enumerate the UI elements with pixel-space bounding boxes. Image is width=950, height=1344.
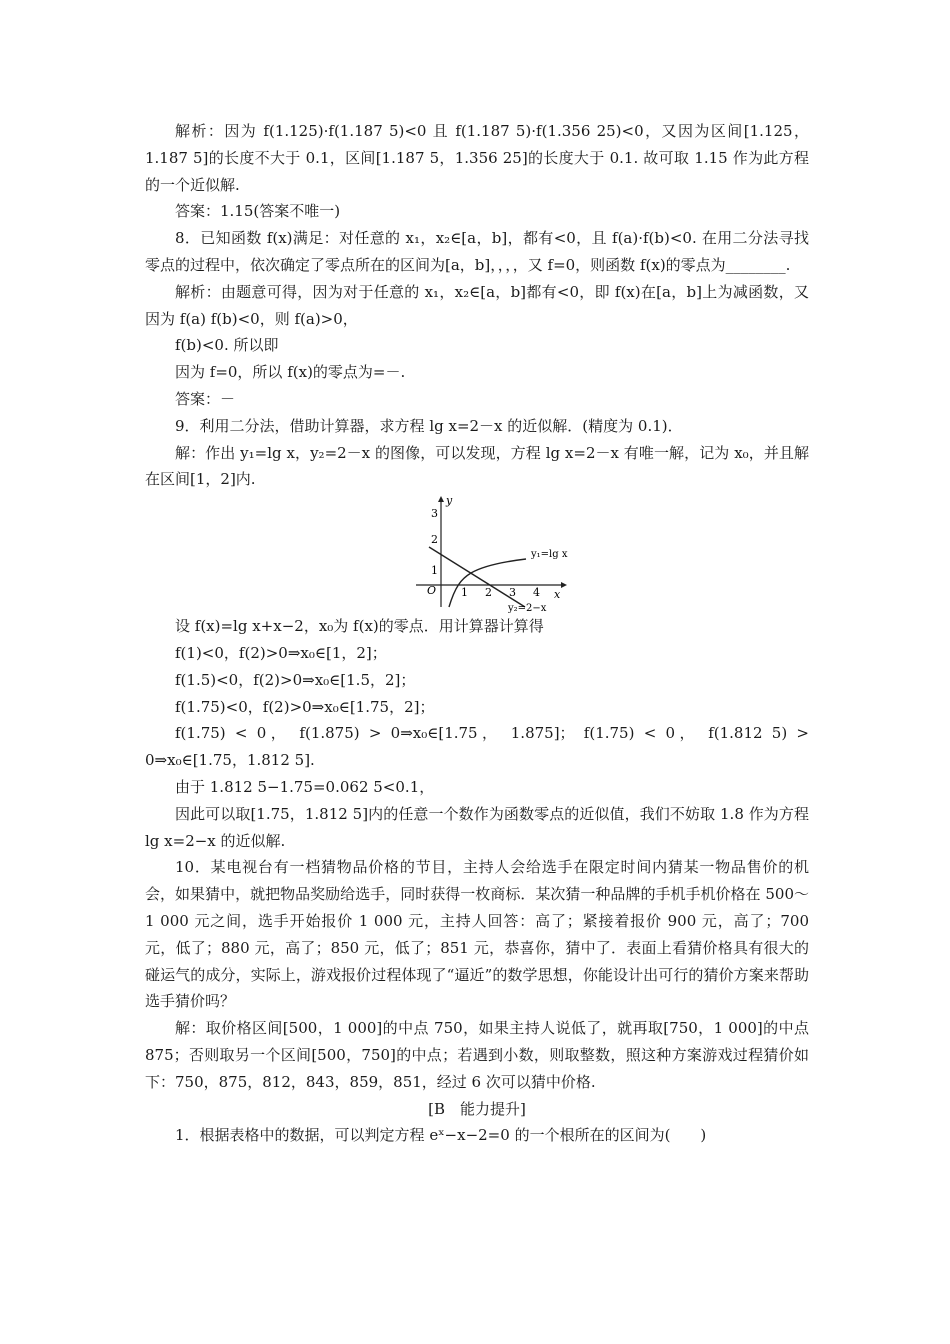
solution-9-intro: 解：作出 y₁=lg x，y₂=2－x 的图像，可以发现，方程 lg x=2－x 有唯一解，记为 x₀，并且解在区间[1，2]内.: [145, 443, 809, 489]
y-tick-3: 3: [431, 507, 438, 521]
question-8: 8．已知函数 f(x)满足：对任意的 x₁，x₂∈[a，b]，都有<0，且 f(a)·f(b)<0. 在用二分法寻找零点的过程中，依次确定了零点所在的区间为[a，b]，，，，又 f=0，则函数 f(x)的零点为________.: [145, 229, 809, 274]
solution-9-conclusion: 因此可以取[1.75，1.812 5]内的任意一个数作为函数零点的近似值，我们不妨取 1.8 作为方程 lg x=2−x 的近似解.: [145, 804, 809, 850]
x-tick-2: 2: [485, 586, 492, 600]
y-axis-arrow: [438, 496, 444, 502]
curve2-label: y₂=2−x: [508, 603, 547, 614]
x-axis-label: x: [554, 588, 561, 602]
document-page: [145, 118, 809, 1149]
graph-figure: [145, 495, 809, 613]
solution-9-setup: 设 f(x)=lg x+x−2，x₀为 f(x)的零点．用计算器计算得: [175, 617, 544, 636]
origin-label: O: [427, 584, 437, 598]
y-axis-label: y: [446, 495, 453, 508]
solution-8-line3: 因为 f=0，所以 f(x)的零点为=－.: [175, 363, 406, 382]
question-10: 10．某电视台有一档猜物品价格的节目，主持人会给选手在限定时间内猜某一物品售价的机会，如果猜中，就把物品奖励给选手，同时获得一枚商标．某次猜一种品牌的手机手机价格在 500～1 000 元之间，选手开始报价 1 000 元，主持人回答：高了；紧接着报价 900 元，高了；700 元，低了；880 元，高了；850 元，低了；851 元，恭喜你，猜中了．表面上看猜价格具有很大的碰运气的成分，实际上，游戏报价过程体现了“逼近”的数学思想，你能设计出可行的猜价方案来帮助选手猜价吗？: [145, 858, 809, 1011]
section-heading: [B 能力提升]: [428, 1099, 526, 1118]
x-axis-arrow: [561, 582, 567, 588]
solution-10: 解：取价格区间[500，1 000]的中点 750，如果主持人说低了，就再取[750，1 000]的中点 875；否则取另一个区间[500，750]的中点；若遇到小数，则取整数，照这种方案游戏过程猜价如下：750，875，812，843，859，851，经过 6 次可以猜中价格.: [145, 1019, 809, 1091]
question-b1: 1．根据表格中的数据，可以判定方程 eˣ−x−2=0 的一个根所在的区间为( ): [175, 1126, 707, 1145]
curve1-label: y₁=lg x: [531, 549, 568, 561]
step-4: f(1.75) < 0， f(1.875) > 0⇒x₀∈[1.75， 1.875]； f(1.75) < 0， f(1.812 5) > 0⇒x₀∈[1.75，1.812 5].: [145, 724, 809, 770]
y-tick-1: 1: [431, 564, 438, 578]
x-tick-3: 3: [509, 586, 516, 600]
answer-8: 答案：－: [175, 389, 236, 408]
solution-7-analysis: 解析：因为 f(1.125)·f(1.187 5)<0 且 f(1.187 5)·f(1.356 25)<0，又因为区间[1.125，1.187 5]的长度不大于 0.1，区间[1.187 5，1.356 25]的长度大于 0.1. 故可取 1.15 作为此方程的一个近似解.: [145, 122, 809, 194]
step-1: f(1)<0，f(2)>0⇒x₀∈[1，2]；: [175, 643, 387, 662]
y-tick-2: 2: [431, 533, 438, 547]
question-9: 9．利用二分法，借助计算器，求方程 lg x=2－x 的近似解．(精度为 0.1)．: [175, 416, 683, 435]
solution-8-line2: f(b)<0. 所以即: [175, 336, 279, 355]
step-3: f(1.75)<0，f(2)>0⇒x₀∈[1.75，2]；: [175, 697, 435, 716]
x-tick-4: 4: [533, 586, 540, 600]
graph-svg: [411, 495, 571, 613]
x-tick-1: 1: [461, 586, 468, 600]
step-2: f(1.5)<0，f(2)>0⇒x₀∈[1.5，2]；: [175, 670, 416, 689]
answer-7: 答案：1.15(答案不唯一): [175, 202, 341, 221]
step-5: 由于 1.812 5−1.75=0.062 5<0.1，: [175, 777, 435, 796]
solution-8-analysis: 解析：由题意可得，因为对于任意的 x₁，x₂∈[a，b]都有<0，即 f(x)在[a，b]上为减函数，又因为 f(a) f(b)<0，则 f(a)>0，: [145, 282, 809, 328]
